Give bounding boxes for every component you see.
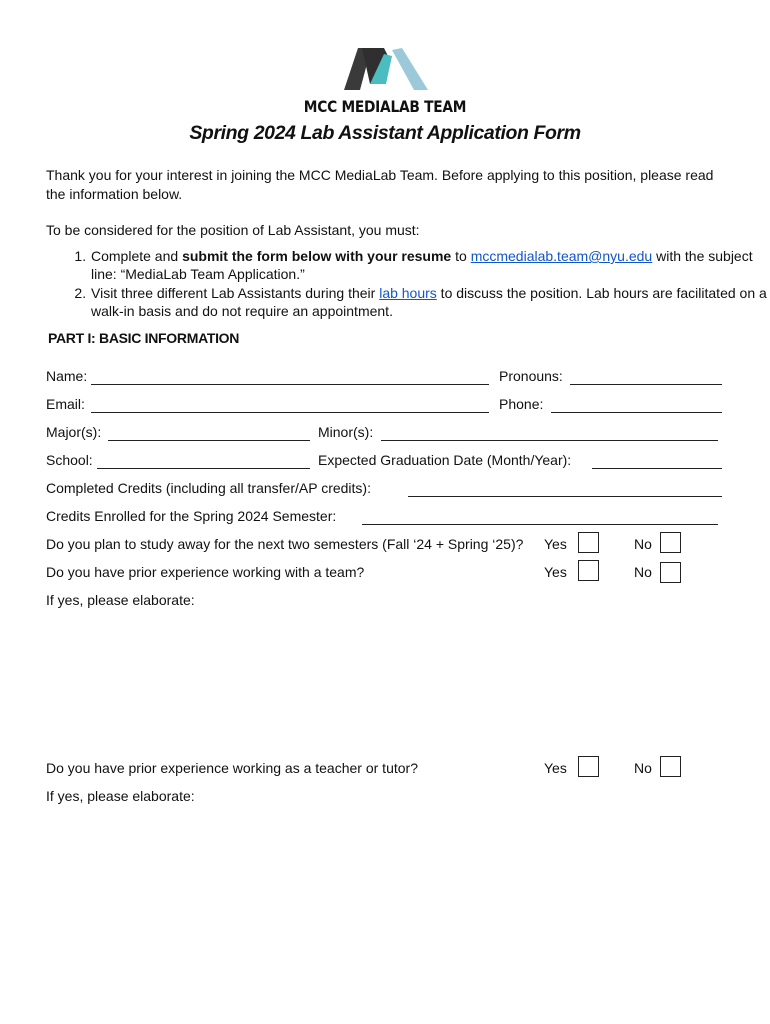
study-away-no-checkbox[interactable] — [660, 532, 681, 553]
school-label: School: — [46, 452, 93, 468]
team-elaborate-prompt: If yes, please elaborate: — [46, 592, 195, 608]
logo-light-shape — [392, 48, 428, 90]
minors-label: Minor(s): — [318, 424, 374, 440]
graduation-date-label: Expected Graduation Date (Month/Year): — [318, 452, 572, 468]
req2-suffix: to discuss the position. Lab hours are facilitated on a walk-in basis and do not require an appointment. — [91, 285, 767, 319]
teacher-no-label: No — [634, 760, 652, 776]
name-row — [46, 368, 726, 388]
email-input-line[interactable] — [91, 396, 489, 413]
req1-bold: submit the form below with your resume — [182, 248, 452, 264]
graduation-date-input-line[interactable] — [592, 452, 722, 469]
phone-label: Phone: — [499, 396, 544, 412]
req1-prefix: Complete and — [91, 248, 183, 264]
pronouns-input-line[interactable] — [570, 368, 722, 385]
majors-label: Major(s): — [46, 424, 102, 440]
team-experience-row — [46, 564, 726, 584]
medialab-logo — [340, 44, 432, 96]
email-label: Email: — [46, 396, 85, 412]
team-yes-label: Yes — [544, 564, 567, 580]
lab-hours-link[interactable]: lab hours — [379, 285, 437, 301]
email-row — [46, 396, 726, 416]
school-input-line[interactable] — [97, 452, 310, 469]
minors-input-line[interactable] — [381, 424, 718, 441]
completed-credits-label: Completed Credits (including all transfer/AP credits): — [46, 480, 371, 496]
intro-paragraph: Thank you for your interest in joining the MCC MediaLab Team. Before applying to this position, please read the information below. — [46, 167, 714, 202]
phone-input-line[interactable] — [551, 396, 722, 413]
requirement-item-2 — [90, 284, 770, 320]
req1-suffix: with the subject line: “MediaLab Team Application.” — [91, 248, 753, 282]
brand-name: MCC MEDIALAB TEAM — [303, 97, 467, 116]
study-away-no-label: No — [634, 536, 652, 552]
team-experience-question: Do you have prior experience working with a team? — [46, 564, 365, 580]
teacher-experience-question: Do you have prior experience working as a teacher or tutor? — [46, 760, 418, 776]
teacher-yes-checkbox[interactable] — [578, 756, 599, 777]
teacher-elaborate-prompt: If yes, please elaborate: — [46, 788, 195, 804]
enrolled-credits-row — [46, 508, 726, 528]
req1-mid: to — [451, 248, 471, 264]
teacher-no-checkbox[interactable] — [660, 756, 681, 777]
study-away-row — [46, 536, 726, 556]
requirements-list — [46, 247, 770, 321]
completed-credits-row — [46, 480, 726, 500]
name-input-line[interactable] — [91, 368, 489, 385]
requirements-lead: To be considered for the position of Lab Assistant, you must: — [46, 222, 420, 238]
majors-row — [46, 424, 726, 444]
email-link[interactable]: mccmedialab.team@nyu.edu — [470, 248, 653, 264]
study-away-yes-label: Yes — [544, 536, 567, 552]
team-no-label: No — [634, 564, 652, 580]
study-away-yes-checkbox[interactable] — [578, 532, 599, 553]
part-one-heading: PART I: BASIC INFORMATION — [48, 330, 240, 346]
team-yes-checkbox[interactable] — [578, 560, 599, 581]
team-no-checkbox[interactable] — [660, 562, 681, 583]
pronouns-label: Pronouns: — [499, 368, 563, 384]
enrolled-credits-input-line[interactable] — [362, 508, 718, 525]
name-label: Name: — [46, 368, 88, 384]
req2-prefix: Visit three different Lab Assistants during their — [91, 285, 380, 301]
form-title: Spring 2024 Lab Assistant Application Form — [189, 122, 581, 144]
completed-credits-input-line[interactable] — [408, 480, 722, 497]
study-away-question: Do you plan to study away for the next two semesters (Fall ‘24 + Spring ‘25)? — [46, 536, 524, 552]
majors-input-line[interactable] — [108, 424, 310, 441]
enrolled-credits-label: Credits Enrolled for the Spring 2024 Semester: — [46, 508, 337, 524]
requirement-item-1 — [90, 247, 770, 283]
school-row — [46, 452, 726, 472]
teacher-yes-label: Yes — [544, 760, 567, 776]
teacher-experience-row — [46, 760, 726, 780]
